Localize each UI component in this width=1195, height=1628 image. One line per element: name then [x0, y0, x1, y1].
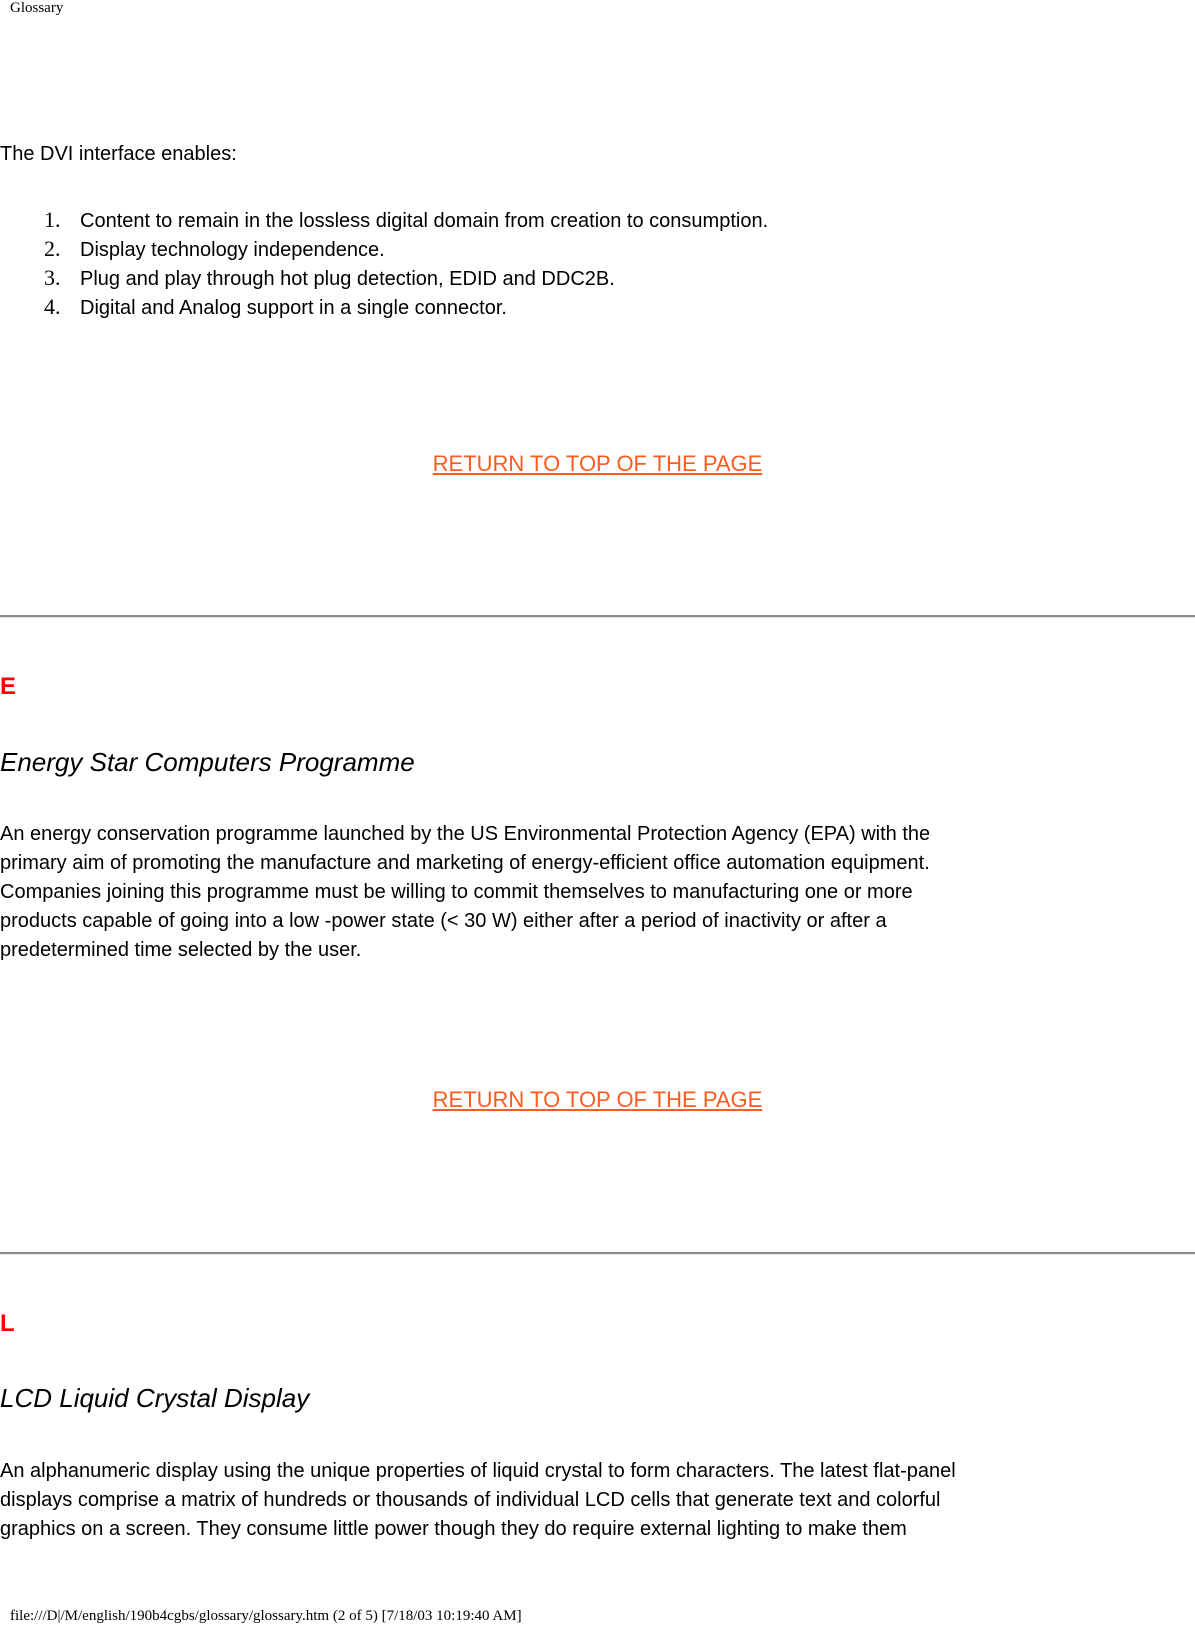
list-item	[44, 265, 768, 294]
list-item-number: 4.	[44, 294, 61, 319]
list-item-text: Digital and Analog support in a single connector.	[80, 297, 507, 319]
list-item-text: Plug and play through hot plug detection, EDID and DDC2B.	[80, 268, 615, 290]
dvi-features-list	[44, 207, 768, 323]
term-definition-energy-star	[0, 820, 1192, 965]
definition-line: predetermined time selected by the user.	[0, 939, 362, 961]
list-item	[44, 236, 768, 265]
definition-line: primary aim of promoting the manufacture and marketing of energy-efficient office automation equipment.	[0, 852, 930, 874]
definition-line: products capable of going into a low -power state (< 30 W) either after a period of inactivity or after a	[0, 910, 887, 932]
definition-line: Companies joining this programme must be willing to commit themselves to manufacturing one or more	[0, 881, 913, 903]
term-heading-energy-star: Energy Star Computers Programme	[0, 747, 415, 777]
definition-line: displays comprise a matrix of hundreds or thousands of individual LCD cells that generate text and colorful	[0, 1489, 941, 1511]
page-footer-path: file:///D|/M/english/190b4cgbs/glossary/glossary.htm (2 of 5) [7/18/03 10:19:40 AM]	[10, 1608, 522, 1624]
list-item-text: Content to remain in the lossless digital domain from creation to consumption.	[80, 210, 769, 232]
definition-line: An energy conservation programme launched by the US Environmental Protection Agency (EPA) with the	[0, 823, 931, 845]
list-item	[44, 294, 768, 323]
definition-line: An alphanumeric display using the unique properties of liquid crystal to form characters. The latest flat-panel	[0, 1460, 956, 1482]
section-divider	[0, 1252, 1195, 1255]
return-to-top-link-2[interactable]: RETURN TO TOP OF THE PAGE	[432, 1087, 763, 1112]
page-header-title: Glossary	[10, 0, 64, 16]
section-letter-l: L	[0, 1310, 15, 1337]
list-item-number: 2.	[44, 236, 61, 261]
list-item-number: 3.	[44, 265, 61, 290]
term-heading-lcd: LCD Liquid Crystal Display	[0, 1383, 310, 1413]
section-divider	[0, 615, 1195, 618]
term-definition-lcd	[0, 1457, 1192, 1544]
list-item-text: Display technology independence.	[80, 239, 385, 261]
dvi-intro-text: The DVI interface enables:	[0, 143, 237, 165]
definition-line: graphics on a screen. They consume little power though they do require external lighting to make them	[0, 1518, 907, 1540]
return-to-top-link-1[interactable]: RETURN TO TOP OF THE PAGE	[432, 451, 763, 476]
list-item-number: 1.	[44, 207, 61, 232]
list-item	[44, 207, 768, 236]
section-letter-e: E	[0, 673, 17, 700]
